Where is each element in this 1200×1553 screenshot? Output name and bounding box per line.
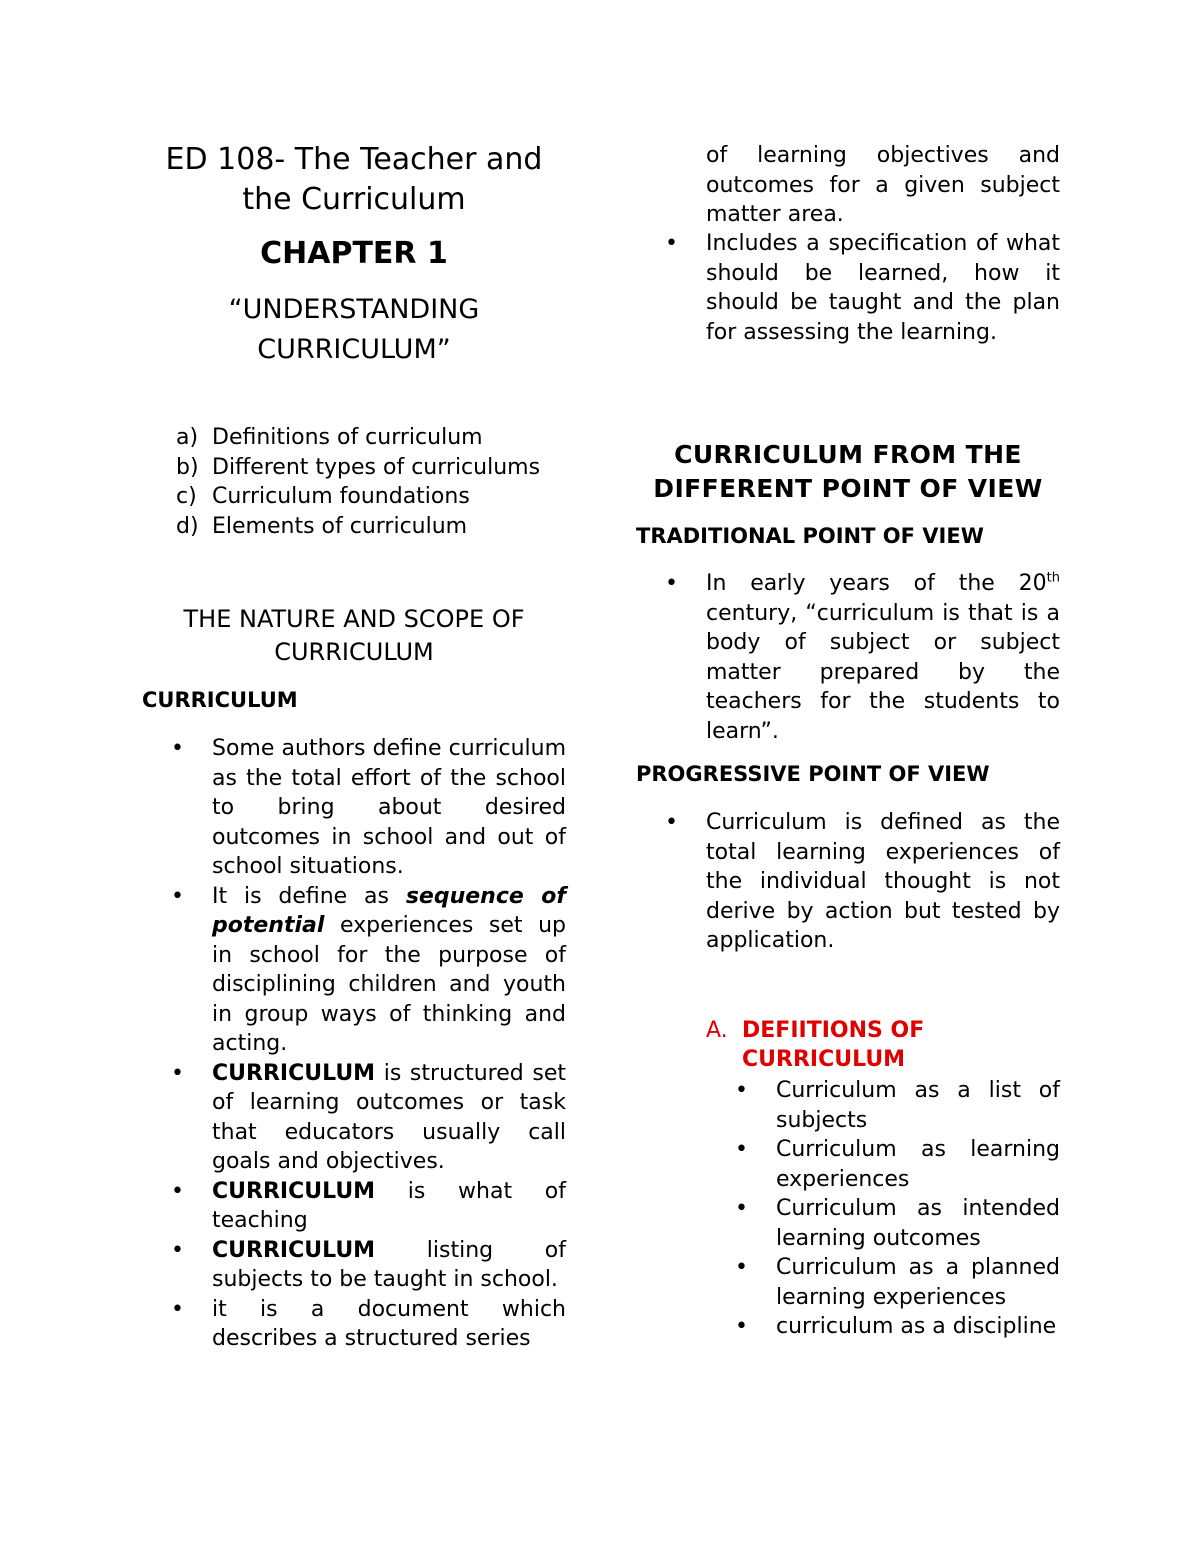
progressive-heading: PROGRESSIVE POINT OF VIEW (636, 762, 990, 786)
bullet-text: Includes a specification of what should be learned, how it should be taught and the plan for assessing the learning. (706, 231, 1060, 345)
bullet-text: is structured set of learning outcomes or task that educators usually call goals and objectives. (212, 1060, 566, 1174)
chapter-subtitle-line-2: CURRICULUM” (257, 334, 451, 365)
list-item (142, 1295, 566, 1354)
bullet-text: It is define as (212, 883, 406, 909)
list-item (636, 229, 1060, 347)
chapter-outline (142, 423, 566, 542)
bullet-text: experiences set up in school for the purpose of disciplining children and youth in group ways of thinking and acting. (212, 913, 566, 1056)
list-item (706, 1253, 1060, 1312)
definition-text: Curriculum as intended learning outcomes (776, 1196, 1060, 1251)
outline-text: Definitions of curriculum (212, 425, 483, 450)
definitions-list (706, 1076, 1060, 1342)
pov-heading-line-2: DIFFERENT POINT OF VIEW (653, 474, 1043, 503)
strong-text: CURRICULUM (212, 1178, 376, 1204)
chapter-subtitle (142, 290, 566, 370)
emphasis-text: sequence of potential (212, 883, 566, 938)
strong-text: CURRICULUM (212, 1237, 376, 1263)
document-title (142, 140, 566, 220)
definition-text: Curriculum as a list of subjects (776, 1078, 1060, 1133)
definitions-marker: A. (706, 1018, 728, 1043)
definition-text: Curriculum as learning experiences (776, 1137, 1060, 1192)
list-item (142, 734, 566, 882)
nature-heading-line-1: THE NATURE AND SCOPE OF (183, 605, 525, 633)
strong-text: CURRICULUM (212, 1060, 376, 1086)
definition-text: curriculum as a discipline (776, 1314, 1057, 1339)
list-item (636, 569, 1060, 746)
outline-marker: c) (176, 484, 197, 510)
definition-text: Curriculum as a planned learning experiences (776, 1255, 1060, 1310)
point-of-view-heading (636, 438, 1060, 506)
bullet-text: century, “curriculum is that is a body of subject or subject matter prepared by the teachers for the students to learn”. (706, 600, 1060, 744)
outline-item (142, 453, 566, 483)
bullet-text: listing of subjects to be taught in school. (212, 1237, 566, 1292)
outline-item (142, 482, 566, 512)
definitions-heading (706, 1016, 1006, 1074)
list-item (142, 1059, 566, 1177)
outline-item (142, 423, 566, 453)
outline-marker: a) (176, 425, 199, 450)
list-item (706, 1194, 1060, 1253)
list-item (636, 808, 1060, 956)
continued-bullet-text: of learning objectives and outcomes for a given subject matter area. (706, 143, 1060, 227)
outline-item (142, 512, 566, 542)
title-line-2: the Curriculum (242, 182, 466, 217)
curriculum-heading: CURRICULUM (142, 688, 298, 712)
definitions-title: DEFIITIONS OF CURRICULUM (742, 1018, 925, 1072)
outline-text: Elements of curriculum (212, 514, 468, 540)
outline-text: Curriculum foundations (212, 484, 470, 510)
list-item (706, 1076, 1060, 1135)
outline-marker: b) (176, 454, 199, 480)
title-line-1: ED 108- The Teacher and (165, 142, 543, 177)
list-item (142, 1177, 566, 1236)
list-item (706, 1312, 1060, 1342)
traditional-heading: TRADITIONAL POINT OF VIEW (636, 524, 984, 548)
chapter-heading: CHAPTER 1 (260, 236, 448, 271)
superscript: th (1046, 570, 1060, 586)
bullet-text: In early years of the 20 (706, 571, 1047, 596)
nature-heading-line-2: CURRICULUM (274, 638, 434, 666)
includes-bullets (636, 229, 1060, 347)
outline-marker: d) (176, 514, 199, 540)
progressive-bullets (636, 808, 1060, 956)
curriculum-bullets (142, 734, 566, 1354)
bullet-text: it is a document which describes a structured series (212, 1296, 566, 1351)
nature-scope-heading (142, 603, 566, 669)
traditional-bullets (636, 569, 1060, 746)
pov-heading-line-1: CURRICULUM FROM THE (674, 440, 1022, 469)
list-item (706, 1135, 1060, 1194)
outline-text: Different types of curriculums (212, 454, 541, 480)
chapter-subtitle-line-1: “UNDERSTANDING (228, 294, 480, 325)
bullet-text: Some authors define curriculum as the total effort of the school to bring about desired outcomes in school and out of school situations. (212, 736, 566, 879)
bullet-text: Curriculum is defined as the total learning experiences of the individual thought is not derive by action but tested by application. (706, 810, 1060, 953)
bullet-text: is what of teaching (212, 1178, 566, 1233)
list-item (142, 1236, 566, 1295)
list-item (142, 882, 566, 1059)
